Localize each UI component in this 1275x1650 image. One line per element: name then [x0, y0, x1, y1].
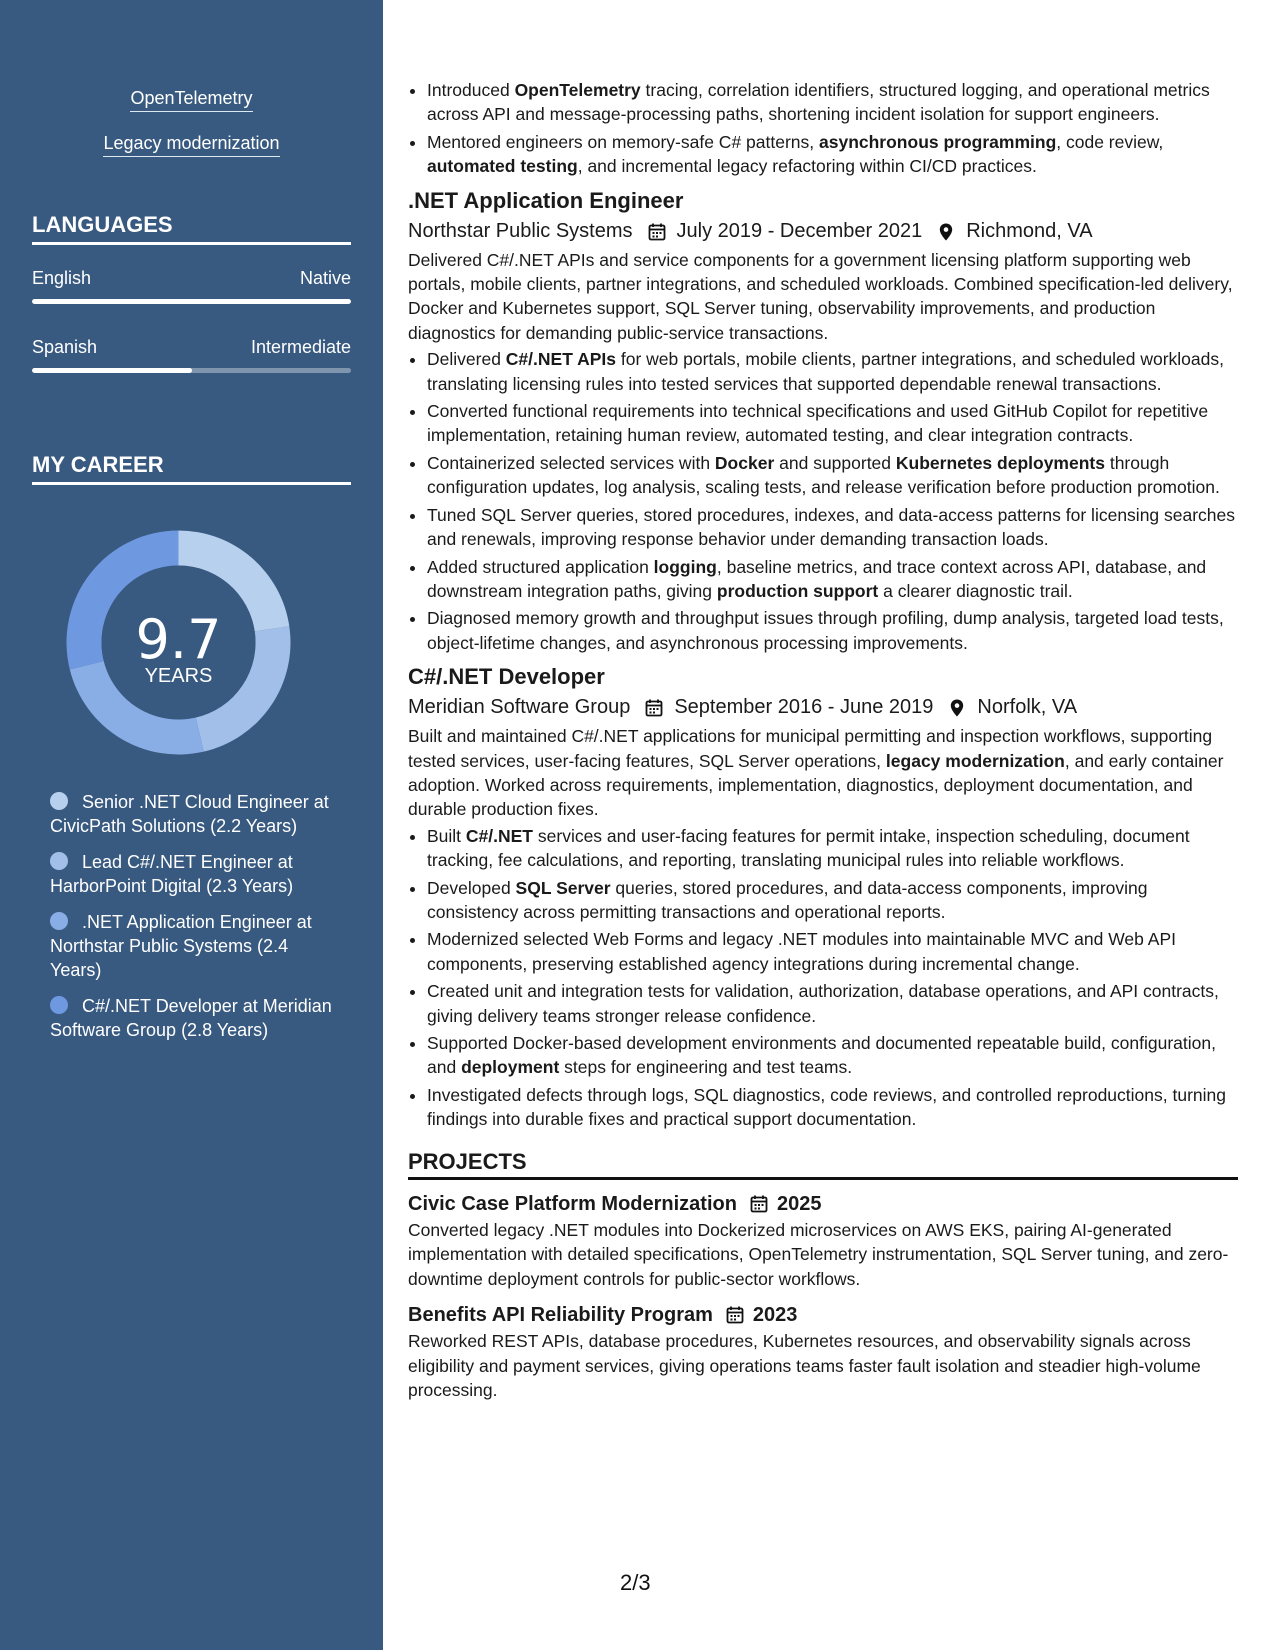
bullet-item: • Supported Docker-based development environments and documented repeatable build, configuration, and deployment steps for engineering and test teams. — [427, 1031, 1238, 1080]
career-dot-icon — [50, 996, 68, 1014]
skill-link-opentelemetry[interactable]: OpenTelemetry — [0, 88, 383, 112]
language-bar-spanish — [32, 368, 351, 373]
career-dot-icon — [50, 912, 68, 930]
job-bullet-list — [408, 347, 1238, 655]
job-list — [408, 186, 1238, 1132]
main-content — [408, 78, 1238, 1402]
bullet-item: • Added structured application logging, baseline metrics, and trace context across API, database, and downstream integration paths, giving production support a clearer diagnostic trail. — [427, 555, 1238, 604]
projects-heading: PROJECTS — [408, 1150, 1238, 1180]
career-item-text: Senior .NET Cloud Engineer at CivicPath Solutions (2.2 Years) — [50, 792, 329, 836]
bullet-item: • Introduced OpenTelemetry tracing, correlation identifiers, structured logging, and operational metrics across API and message-processing paths, shortening incident isolation for support engineers. — [427, 78, 1238, 127]
job-location: Norfolk, VA — [977, 696, 1078, 719]
bullet-item: • Developed SQL Server queries, stored procedures, and data-access components, improving consistency across permitting transactions and operational reports. — [427, 876, 1238, 925]
language-row-spanish — [32, 337, 351, 358]
job-dates: July 2019 - December 2021 — [676, 219, 923, 242]
bullet-item: • Converted functional requirements into technical specifications and used GitHub Copilot for repetitive implementation, retaining human review, automated testing, and clear integration contracts. — [427, 399, 1238, 448]
project-title: Benefits API Reliability Program — [408, 1304, 713, 1327]
career-list — [50, 790, 340, 1054]
bullet-item: • Created unit and integration tests for validation, authorization, database operations, and API contracts, giving delivery teams stronger release confidence. — [427, 979, 1238, 1028]
project-description: Reworked REST APIs, database procedures, Kubernetes resources, and observability signals across eligibility and payment services, giving operations teams faster fault isolation and steadier high-volume processing. — [408, 1331, 1201, 1401]
career-heading: MY CAREER — [32, 452, 351, 485]
calendar-icon — [749, 1194, 769, 1214]
language-bar-fill — [32, 368, 192, 373]
bullet-item: • Built C#/.NET services and user-facing features for permit intake, inspection scheduling, document tracking, fee calculations, and reporting, translating municipal rules into reliable workflows. — [427, 824, 1238, 873]
skill-link-legacy-modernization[interactable]: Legacy modernization — [0, 133, 383, 157]
bullet-item: • Modernized selected Web Forms and legacy .NET modules into maintainable MVC and Web API components, preserving established agency integrations during incremental change. — [427, 927, 1238, 976]
page-number: 2/3 — [620, 1570, 651, 1595]
language-name: English — [32, 268, 92, 288]
bullet-item: • Mentored engineers on memory-safe C# patterns, asynchronous programming, code review, automated testing, and incremental legacy refactoring within CI/CD practices. — [427, 130, 1238, 179]
project-title: Civic Case Platform Modernization — [408, 1193, 737, 1216]
career-item — [50, 910, 340, 982]
language-level: Intermediate — [250, 337, 351, 357]
bullet-item: • Investigated defects through logs, SQL diagnostics, code reviews, and controlled reproductions, turning findings into durable fixes and practical support documentation. — [427, 1083, 1238, 1132]
career-donut-chart — [66, 530, 291, 755]
language-bar-fill — [32, 299, 351, 304]
project-entry — [408, 1190, 1238, 1291]
career-item-text: C#/.NET Developer at Meridian Software Group (2.8 Years) — [50, 996, 332, 1040]
career-item — [50, 994, 340, 1042]
career-years-unit: YEARS — [144, 665, 213, 687]
intro-bullet-list — [408, 78, 1238, 179]
job-title: .NET Application Engineer — [408, 187, 684, 213]
bullet-item: • Diagnosed memory growth and throughput issues through profiling, dump analysis, targeted load tests, object-lifetime changes, and asynchronous processing improvements. — [427, 606, 1238, 655]
career-item-text: Lead C#/.NET Engineer at HarborPoint Digital (2.3 Years) — [50, 852, 294, 896]
job-company: Meridian Software Group — [408, 696, 631, 719]
language-row-english — [32, 268, 351, 289]
bullet-item: • Tuned SQL Server queries, stored procedures, indexes, and data-access patterns for licensing searches and renewals, improving response behavior under demanding transaction loads. — [427, 503, 1238, 552]
career-item-text: .NET Application Engineer at Northstar Public Systems (2.4 Years) — [50, 912, 312, 980]
language-level: Native — [299, 268, 351, 288]
job-meta — [408, 692, 1238, 722]
job-dates: September 2016 - June 2019 — [674, 696, 934, 719]
job-bullet-list — [408, 824, 1238, 1132]
language-bar-english — [32, 299, 351, 304]
sidebar — [0, 0, 383, 1650]
career-item — [50, 790, 340, 838]
job-entry — [408, 662, 1238, 1132]
calendar-icon — [644, 697, 664, 717]
job-location: Richmond, VA — [966, 219, 1093, 242]
job-title: C#/.NET Developer — [408, 664, 605, 690]
job-company: Northstar Public Systems — [408, 219, 633, 242]
bullet-item: • Delivered C#/.NET APIs for web portals, mobile clients, partner integrations, and scheduled workloads, translating licensing rules into tested services that supported dependable renewal transactions. — [427, 347, 1238, 396]
project-year: 2025 — [776, 1193, 822, 1216]
location-pin-icon — [936, 221, 956, 241]
career-item — [50, 850, 340, 898]
career-dot-icon — [50, 792, 68, 810]
language-name: Spanish — [32, 337, 98, 357]
project-entry — [408, 1301, 1238, 1402]
project-list — [408, 1190, 1238, 1402]
calendar-icon — [647, 221, 667, 241]
job-description: Built and maintained C#/.NET applications for municipal permitting and inspection workflows, supporting tested services, user-facing features, SQL Server operations, legacy modernization, and early container adoption. Worked across requirements, implementation, diagnostics, deployment documentation, and durable production fixes. — [408, 726, 1224, 820]
project-title-row — [408, 1301, 1238, 1329]
calendar-icon — [725, 1305, 745, 1325]
career-total-years: 9.7 — [135, 608, 222, 671]
project-title-row — [408, 1190, 1238, 1218]
project-description: Converted legacy .NET modules into Dockerized microservices on AWS EKS, pairing AI-generated implementation with detailed specifications, OpenTelemetry instrumentation, SQL Server tuning, and zero-downtime deployment controls for public-sector workflows. — [408, 1220, 1229, 1289]
bullet-item: • Containerized selected services with Docker and supported Kubernetes deployments through configuration updates, log analysis, scaling tests, and release verification before production promotion. — [427, 451, 1238, 500]
languages-heading: LANGUAGES — [32, 212, 351, 245]
job-entry — [408, 186, 1238, 656]
job-meta — [408, 216, 1238, 246]
project-year: 2023 — [752, 1304, 798, 1327]
career-dot-icon — [50, 852, 68, 870]
job-description: Delivered C#/.NET APIs and service components for a government licensing platform supporting web portals, mobile clients, partner integrations, and scheduled workloads. Combined specification-led delivery, Docker and Kubernetes support, SQL Server tuning, observability improvements, and production diagnostics for demanding public-service transactions. — [408, 249, 1233, 343]
location-pin-icon — [947, 697, 967, 717]
